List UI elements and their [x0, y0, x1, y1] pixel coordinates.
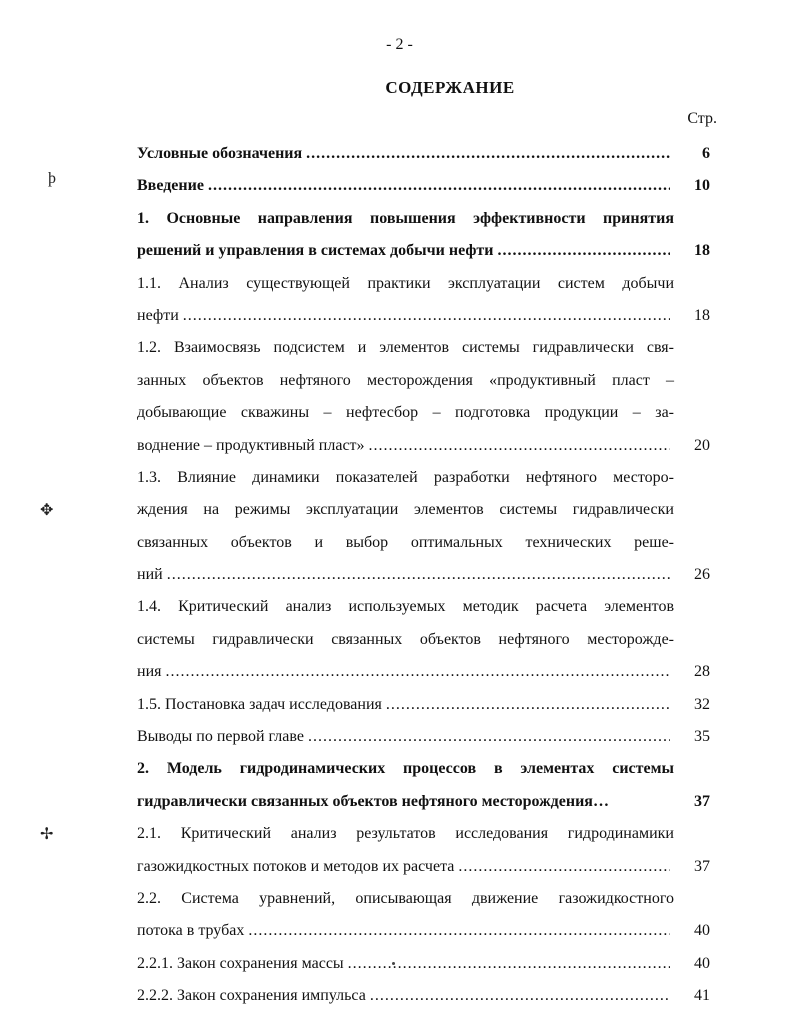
toc-entry-line: [137, 332, 710, 364]
toc-entry-line: [137, 235, 710, 267]
page-column-header: Стр.: [687, 110, 717, 127]
toc-leader-dots: [370, 980, 670, 1012]
toc-entry-line: [137, 365, 710, 397]
toc-entry-text: ждения на режимы эксплуатации элементов системы гидравлически: [137, 501, 674, 519]
toc-entry-line: [137, 300, 710, 332]
toc-leader-dots: [167, 559, 670, 591]
toc-entry-line: [137, 138, 710, 170]
toc-entry-text: 1. Основные направления повышения эффективности принятия: [137, 209, 674, 227]
toc-entry-line: [137, 527, 710, 559]
toc-page-number: 28: [694, 663, 710, 681]
toc-entry-text: Введение: [137, 177, 204, 195]
toc-entry-text: решений и управления в системах добычи нефти: [137, 242, 494, 260]
toc-entry-text: занных объектов нефтяного месторождения «продуктивный пласт –: [137, 371, 674, 389]
toc-leader-dots: [248, 915, 670, 947]
toc-entry-line: [137, 786, 710, 818]
toc-entry-text: добывающие скважины – нефтесбор – подготовка продукции – за-: [137, 404, 674, 422]
toc-entry-line: [137, 818, 710, 850]
toc-entry-line: [137, 397, 710, 429]
margin-mark-icon: ✢: [40, 826, 54, 843]
toc-page-number: 32: [694, 695, 710, 713]
toc-entry-line: [137, 170, 710, 202]
toc-entry-text: связанных объектов и выбор оптимальных технических реше-: [137, 533, 674, 551]
toc-entry-line: [137, 430, 710, 462]
toc-entry-line: [137, 753, 710, 785]
toc-entry-text: 1.2. Взаимосвязь подсистем и элементов системы гидравлически свя-: [137, 339, 674, 357]
page-title: СОДЕРЖАНИЕ: [385, 78, 515, 97]
toc-page-number: 37: [694, 857, 710, 875]
page-number: - 2 -: [386, 36, 413, 53]
toc-entry-line: [137, 591, 710, 623]
toc-entry-text: системы гидравлически связанных объектов нефтяного месторожде-: [137, 630, 674, 648]
toc-entry-text: 2. Модель гидродинамических процессов в элементах системы: [137, 760, 674, 778]
table-of-contents: [137, 138, 710, 1013]
toc-entry-text: 1.5. Постановка задач исследования: [137, 695, 382, 713]
toc-leader-dots: [348, 948, 670, 980]
toc-leader-dots: [386, 689, 670, 721]
toc-page-number: 41: [694, 987, 710, 1005]
toc-entry-text: Условные обозначения: [137, 145, 303, 162]
toc-entry-line: [137, 462, 710, 494]
toc-entry-text: нефти: [137, 306, 179, 324]
toc-entry-line: [137, 915, 710, 947]
toc-leader-dots: [165, 656, 670, 688]
toc-entry-line: [137, 624, 710, 656]
toc-entry-text: воднение – продуктивный пласт»: [137, 436, 365, 454]
toc-leader-dots: [369, 430, 670, 462]
toc-page-number: 37: [694, 792, 710, 810]
toc-entry-text: ний: [137, 566, 163, 584]
toc-entry-line: [137, 689, 710, 721]
toc-entry-text: 1.1. Анализ существующей практики эксплуатации систем добычи: [137, 274, 674, 292]
toc-leader-dots: [208, 170, 670, 202]
toc-page-number: 6: [702, 145, 710, 162]
toc-entry-line: [137, 559, 710, 591]
toc-page-number: 35: [694, 728, 710, 746]
toc-page-number: 18: [694, 242, 710, 260]
toc-leader-dots: [308, 721, 670, 753]
toc-entry-text: 2.2.2. Закон сохранения импульса: [137, 987, 366, 1005]
toc-entry-line: [137, 883, 710, 915]
toc-entry-line: [137, 851, 710, 883]
toc-entry-text: 1.3. Влияние динамики показателей разработки нефтяного месторо-: [137, 468, 674, 486]
toc-entry-text: 1.4. Критический анализ используемых методик расчета элементов: [137, 598, 674, 616]
toc-entry-text: 2.2.1. Закон сохранения массы: [137, 954, 344, 972]
toc-page-number: 20: [694, 436, 710, 454]
toc-entry-text: гидравлически связанных объектов нефтяного месторождения…: [137, 792, 609, 810]
toc-page-number: 26: [694, 566, 710, 584]
toc-leader-dots: [458, 851, 670, 883]
toc-entry-text: 2.2. Система уравнений, описывающая движение газожидкостного: [137, 889, 674, 907]
toc-page-number: 18: [694, 306, 710, 324]
margin-mark-icon: ϸ: [48, 170, 56, 187]
toc-page-number: 40: [694, 922, 710, 940]
toc-entry-text: газожидкостных потоков и методов их расчета: [137, 857, 455, 875]
toc-page-number: 10: [694, 177, 710, 195]
toc-entry-text: Выводы по первой главе: [137, 728, 304, 746]
toc-page-number: 40: [694, 954, 710, 972]
speck-mark: [392, 962, 395, 965]
toc-entry-text: ния: [137, 663, 162, 681]
toc-entry-line: [137, 656, 710, 688]
toc-entry-text: 2.1. Критический анализ результатов исследования гидродинамики: [137, 825, 674, 843]
toc-entry-line: [137, 980, 710, 1012]
toc-entry-line: [137, 721, 710, 753]
toc-leader-dots: [498, 235, 670, 267]
toc-entry-line: [137, 268, 710, 300]
margin-mark-icon: ✥: [40, 502, 54, 519]
toc-entry-line: [137, 203, 710, 235]
toc-entry-line: [137, 948, 710, 980]
toc-leader-dots: [183, 300, 670, 332]
toc-entry-text: потока в трубах: [137, 922, 245, 940]
toc-entry-line: [137, 494, 710, 526]
toc-leader-dots: [306, 138, 670, 170]
